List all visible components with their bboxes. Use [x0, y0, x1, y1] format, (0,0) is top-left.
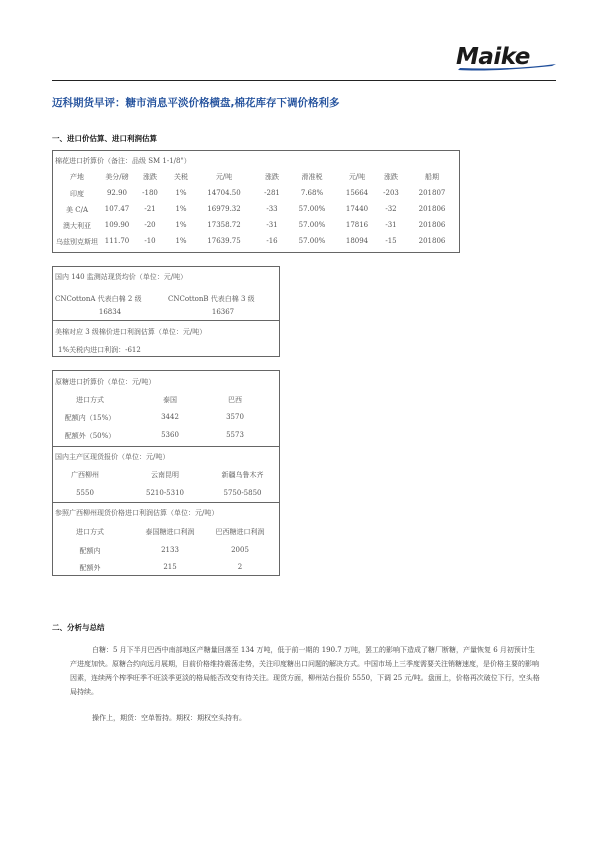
cotton-header-cell: 涨跌 — [384, 173, 398, 181]
page-title: 迈科期货早评：糖市消息平淡价格横盘,棉花库存下调价格利多 — [52, 97, 340, 109]
cotton-header-cell: 产地 — [70, 173, 84, 181]
cotton-table-cell: 印度 — [70, 190, 84, 198]
cotton-table-cell: -15 — [385, 237, 397, 245]
cotton-table-cell: -33 — [266, 205, 278, 213]
sugar-profit-cell: 2 — [237, 563, 243, 571]
sugar-spot-header: 广西柳州 — [71, 471, 99, 479]
cotton-table-cell: 92.90 — [106, 189, 128, 197]
cotton-table-cell: 201806 — [418, 205, 446, 213]
cotton-table-cell: 澳大利亚 — [63, 222, 91, 230]
section1-title: 一、进口价估算、进口利润估算 — [52, 134, 157, 143]
sugar-spot-value: 5550 — [76, 489, 94, 497]
cotton-table-cell: 1% — [175, 205, 187, 213]
cotton-table-cell: -10 — [144, 237, 156, 245]
sugar-profit-header: 泰国糖进口利润 — [145, 528, 195, 536]
divider — [52, 502, 280, 503]
divider — [52, 446, 280, 447]
sugar-spot-value: 5750-5850 — [223, 489, 262, 497]
cotton-table-cell: 1% — [175, 221, 187, 229]
cotton-header-cell: 关税 — [174, 173, 188, 181]
cotton-table-cell: 乌兹别克斯坦 — [56, 238, 98, 246]
cotton-table-cell: -32 — [385, 205, 397, 213]
cotton-table-caption: 棉花进口折算价（备注：品级 SM 1-1/8"） — [55, 157, 191, 165]
cotton-table-cell: 201806 — [418, 237, 446, 245]
sugar-import-cell: 3570 — [226, 413, 244, 421]
sugar-import-header: 巴西 — [228, 396, 242, 404]
operation-paragraph: 操作上，期货：空单暂持。期权：期权空头持有。 — [92, 714, 246, 722]
sugar-spot-caption: 国内主产区现货报价（单位：元/吨） — [55, 453, 170, 461]
sugar-profit-cell: 配额外 — [79, 564, 101, 572]
sugar-spot-value: 5210-5310 — [146, 489, 184, 497]
cotton-table-cell: 7.68% — [300, 189, 324, 197]
sugar-import-cell: 配额外（50%） — [64, 432, 116, 440]
cotton-table-cell: 14704.50 — [207, 189, 241, 197]
cotton-header-cell: 船期 — [425, 173, 439, 181]
analysis-paragraph: 白糖：5 月下半月巴西中南部地区产糖量回落至 134 万吨，低于前一期的 190.7 万吨，罢工的影响下造成了糖厂断糖，产量恢复 6 月初预计生产进度加快。原糖合约向远月展期，目前价格维持震荡走势，关注印度糖出口问题的解决方式。中国市场上三季度需要关注销糖速度，是价格主要的影响因素，连续两个榨季旺季不旺淡季更淡的格局能否改变有待关注。现货方面，柳州站台报价 5550，下调 25 元/吨。盘面上，价格再次破位下行，空头格局持续。 — [70, 646, 540, 696]
sugar-profit-cell: 215 — [163, 563, 177, 571]
sugar-profit-caption: 参照广西柳州现货价格进口利润估算（单位：元/吨） — [55, 509, 219, 517]
cncotton-b-value: 16367 — [211, 308, 235, 316]
cotton-header-cell: 滑准税 — [301, 173, 323, 181]
sugar-import-cell: 配额内（15%） — [64, 414, 116, 422]
cotton-table-cell: -21 — [144, 205, 156, 213]
cotton-table-cell: -180 — [142, 189, 158, 197]
cotton-table-cell: -20 — [144, 221, 156, 229]
cotton-table-cell: -31 — [266, 221, 278, 229]
cotton-header-cell: 元/吨 — [348, 173, 366, 181]
sugar-profit-cell: 配额内 — [79, 547, 101, 555]
cncotton-a-value: 16834 — [98, 308, 122, 316]
cotton-table-cell: 17358.72 — [207, 221, 241, 229]
header-rule — [52, 80, 556, 81]
cotton-table-cell: 1% — [175, 189, 187, 197]
cotton-table-cell: 57.00% — [298, 237, 326, 245]
cotton-header-cell: 涨跌 — [265, 173, 279, 181]
sugar-profit-cell: 2005 — [231, 546, 249, 554]
sugar-spot-header: 新疆乌鲁木齐 — [221, 471, 264, 479]
sugar-profit-cell: 2133 — [161, 546, 179, 554]
cotton-table-cell: 美 C/A — [66, 206, 88, 214]
cotton-header-cell: 涨跌 — [143, 173, 157, 181]
cotton-table-cell: 17440 — [345, 205, 369, 213]
cotton-table-cell: 57.00% — [298, 221, 326, 229]
cotton-table-cell: 111.70 — [104, 237, 130, 245]
cotton-table-cell: 107.47 — [104, 205, 130, 213]
sugar-profit-header: 进口方式 — [76, 528, 104, 536]
cotton-table-cell: 16979.32 — [207, 205, 241, 213]
cotton-table-cell: 57.00% — [298, 205, 326, 213]
sugar-spot-header: 云南昆明 — [151, 471, 179, 479]
cotton-profit-caption: 美棉对应 3 级棉价进口利润估算（单位：元/吨） — [55, 328, 207, 336]
sugar-import-cell: 5360 — [161, 431, 179, 439]
cotton-table-cell: -16 — [266, 237, 278, 245]
cotton-table-cell: 18094 — [345, 237, 369, 245]
sugar-import-header: 泰国 — [163, 396, 177, 404]
sugar-import-header: 进口方式 — [76, 396, 104, 404]
cncotton-a-label: CNCottonA 代表白棉 2 级 — [55, 295, 142, 303]
sugar-import-cell: 5573 — [226, 431, 244, 439]
cotton-table-cell: 1% — [175, 237, 187, 245]
cotton-table-cell: -203 — [383, 189, 399, 197]
sugar-import-cell: 3442 — [161, 413, 179, 421]
domestic-cotton-caption: 国内 140 监测站现货均价（单位：元/吨） — [55, 273, 188, 281]
cotton-table-cell: 109.90 — [104, 221, 130, 229]
cotton-table-cell: 17816 — [345, 221, 369, 229]
cotton-table-cell: -281 — [264, 189, 280, 197]
cotton-table-cell: 15664 — [345, 189, 369, 197]
divider — [52, 320, 280, 321]
cotton-header-cell: 美分/磅 — [105, 173, 129, 181]
section2-title: 二、分析与总结 — [52, 623, 105, 632]
cotton-table-cell: 17639.75 — [207, 237, 241, 245]
cotton-table-cell: 201806 — [418, 221, 446, 229]
sugar-import-caption: 原糖进口折算价（单位：元/吨） — [55, 378, 156, 386]
cotton-table-cell: -31 — [385, 221, 397, 229]
cotton-header-cell: 元/吨 — [215, 173, 233, 181]
cotton-table-cell: 201807 — [418, 189, 446, 197]
maike-logo-text: Maike — [456, 44, 530, 70]
cotton-profit-line: 1%关税内进口利润：-612 — [58, 346, 141, 354]
cncotton-b-label: CNCottonB 代表白棉 3 级 — [168, 295, 255, 303]
sugar-profit-header: 巴西糖进口利润 — [215, 528, 265, 536]
